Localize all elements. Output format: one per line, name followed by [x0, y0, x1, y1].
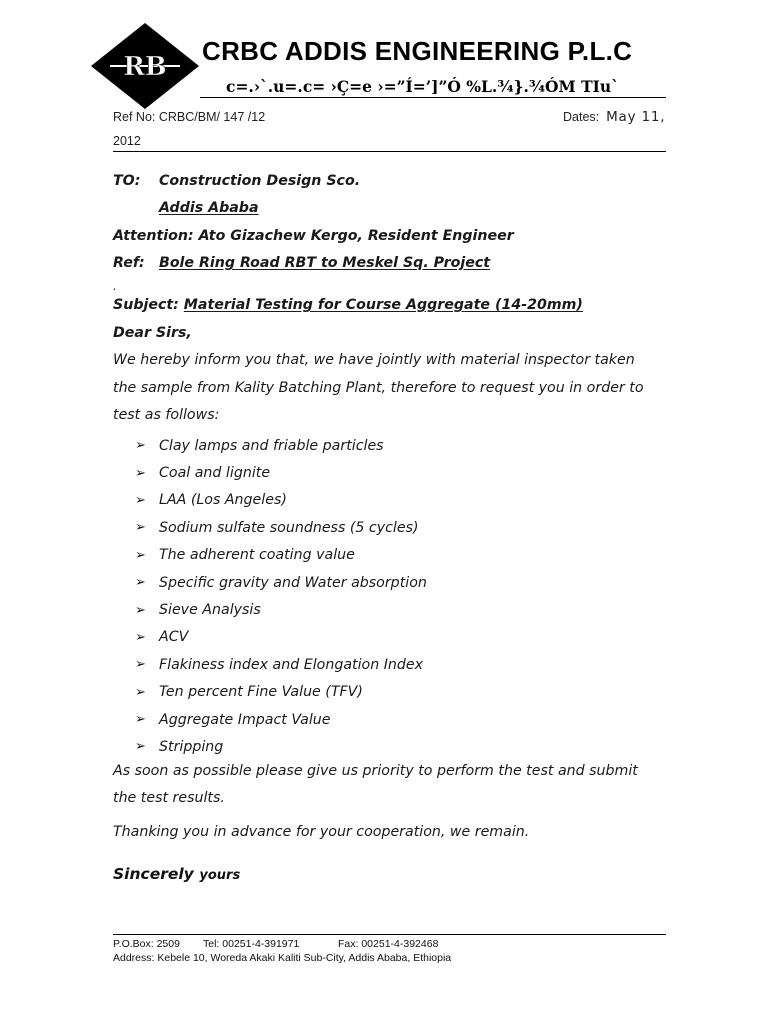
company-name-amharic: c=.›`.u=.c= ›Ç=e ›=”Í=’]”Ó %L.¾}.¾ÓM TIu` [226, 77, 619, 96]
arrow-bullet-icon: ➢ [135, 739, 146, 755]
list-item [135, 459, 427, 486]
arrow-bullet-icon: ➢ [135, 438, 146, 454]
closing-line: As soon as possible please give us priority to perform the test and submit [113, 763, 638, 779]
list-item-label: Ten percent Fine Value (TFV) [159, 684, 363, 701]
company-logo [90, 22, 200, 110]
list-item-label: Clay lamps and friable particles [159, 437, 384, 454]
list-item-label: Specific gravity and Water absorption [159, 574, 427, 591]
letterhead-rule [200, 97, 666, 98]
salutation: Dear Sirs, [113, 325, 192, 341]
list-item-label: Flakiness index and Elongation Index [159, 656, 424, 673]
list-item-label: Sodium sulfate soundness (5 cycles) [159, 519, 419, 536]
list-item-label: Stripping [159, 738, 224, 755]
list-item [135, 733, 427, 760]
to-label: TO: [113, 173, 141, 189]
logo-text: RB [123, 52, 167, 82]
list-item-label: Aggregate Impact Value [159, 711, 331, 728]
ref-label: Ref: [113, 255, 145, 271]
date-label: Dates: [563, 110, 600, 124]
subject-value: Material Testing for Course Aggregate (14-20mm) [183, 297, 583, 313]
arrow-bullet-icon: ➢ [135, 575, 146, 591]
sign-off [113, 864, 240, 883]
arrow-bullet-icon: ➢ [135, 629, 146, 645]
arrow-bullet-icon: ➢ [135, 657, 146, 673]
to-line [113, 173, 361, 189]
intro-line: the sample from Kality Batching Plant, therefore to request you in order to [113, 380, 644, 396]
list-item [135, 679, 427, 706]
list-item-label: Sieve Analysis [159, 602, 261, 619]
arrow-bullet-icon: ➢ [135, 547, 146, 563]
list-item [135, 651, 427, 678]
arrow-bullet-icon: ➢ [135, 684, 146, 700]
stray-mark: . [113, 279, 117, 293]
intro-line: test as follows: [113, 407, 220, 423]
footer-fax: Fax: 00251-4-392468 [338, 938, 439, 950]
subject-line [113, 297, 583, 313]
attention-line: Attention: Ato Gizachew Kergo, Resident Engineer [113, 228, 514, 244]
ref-line [113, 255, 491, 271]
date-value: May 11, [606, 109, 666, 125]
arrow-bullet-icon: ➢ [135, 520, 146, 536]
list-item [135, 624, 427, 651]
intro-line: We hereby inform you that, we have jointly with material inspector taken [113, 352, 635, 368]
list-item [135, 514, 427, 541]
arrow-bullet-icon: ➢ [135, 492, 146, 508]
sign-off-yours: yours [199, 868, 241, 883]
footer-rule [113, 934, 666, 935]
reference-number: Ref No: CRBC/BM/ 147 /12 [113, 110, 266, 124]
reference-rule [113, 151, 666, 152]
closing-line: the test results. [113, 790, 225, 806]
list-item [135, 596, 427, 623]
footer-tel: Tel: 00251-4-391971 [203, 938, 300, 950]
arrow-bullet-icon: ➢ [135, 602, 146, 618]
arrow-bullet-icon: ➢ [135, 465, 146, 481]
list-item [135, 542, 427, 569]
list-item-label: The adherent coating value [159, 547, 355, 564]
list-item [135, 569, 427, 596]
list-item-label: ACV [159, 629, 189, 646]
ref-value: Bole Ring Road RBT to Meskel Sq. Project [159, 255, 491, 271]
list-item [135, 432, 427, 459]
date-year: 2012 [113, 134, 141, 148]
sign-off-sincerely: Sincerely [113, 865, 194, 883]
date-field [563, 109, 665, 125]
list-item-label: Coal and lignite [159, 465, 271, 482]
list-item [135, 487, 427, 514]
to-name: Construction Design Sco. [159, 173, 361, 189]
test-list [135, 432, 427, 761]
list-item [135, 706, 427, 733]
list-item-label: LAA (Los Angeles) [159, 492, 287, 509]
company-name: CRBC ADDIS ENGINEERING P.L.C [202, 36, 633, 66]
footer-address: Address: Kebele 10, Woreda Akaki Kaliti Sub-City, Addis Ababa, Ethiopia [113, 952, 452, 964]
arrow-bullet-icon: ➢ [135, 712, 146, 728]
footer-po-box: P.O.Box: 2509 [113, 938, 180, 950]
subject-label: Subject: [113, 297, 179, 313]
thanks-line: Thanking you in advance for your cooperation, we remain. [113, 824, 530, 840]
to-city: Addis Ababa [159, 200, 259, 216]
